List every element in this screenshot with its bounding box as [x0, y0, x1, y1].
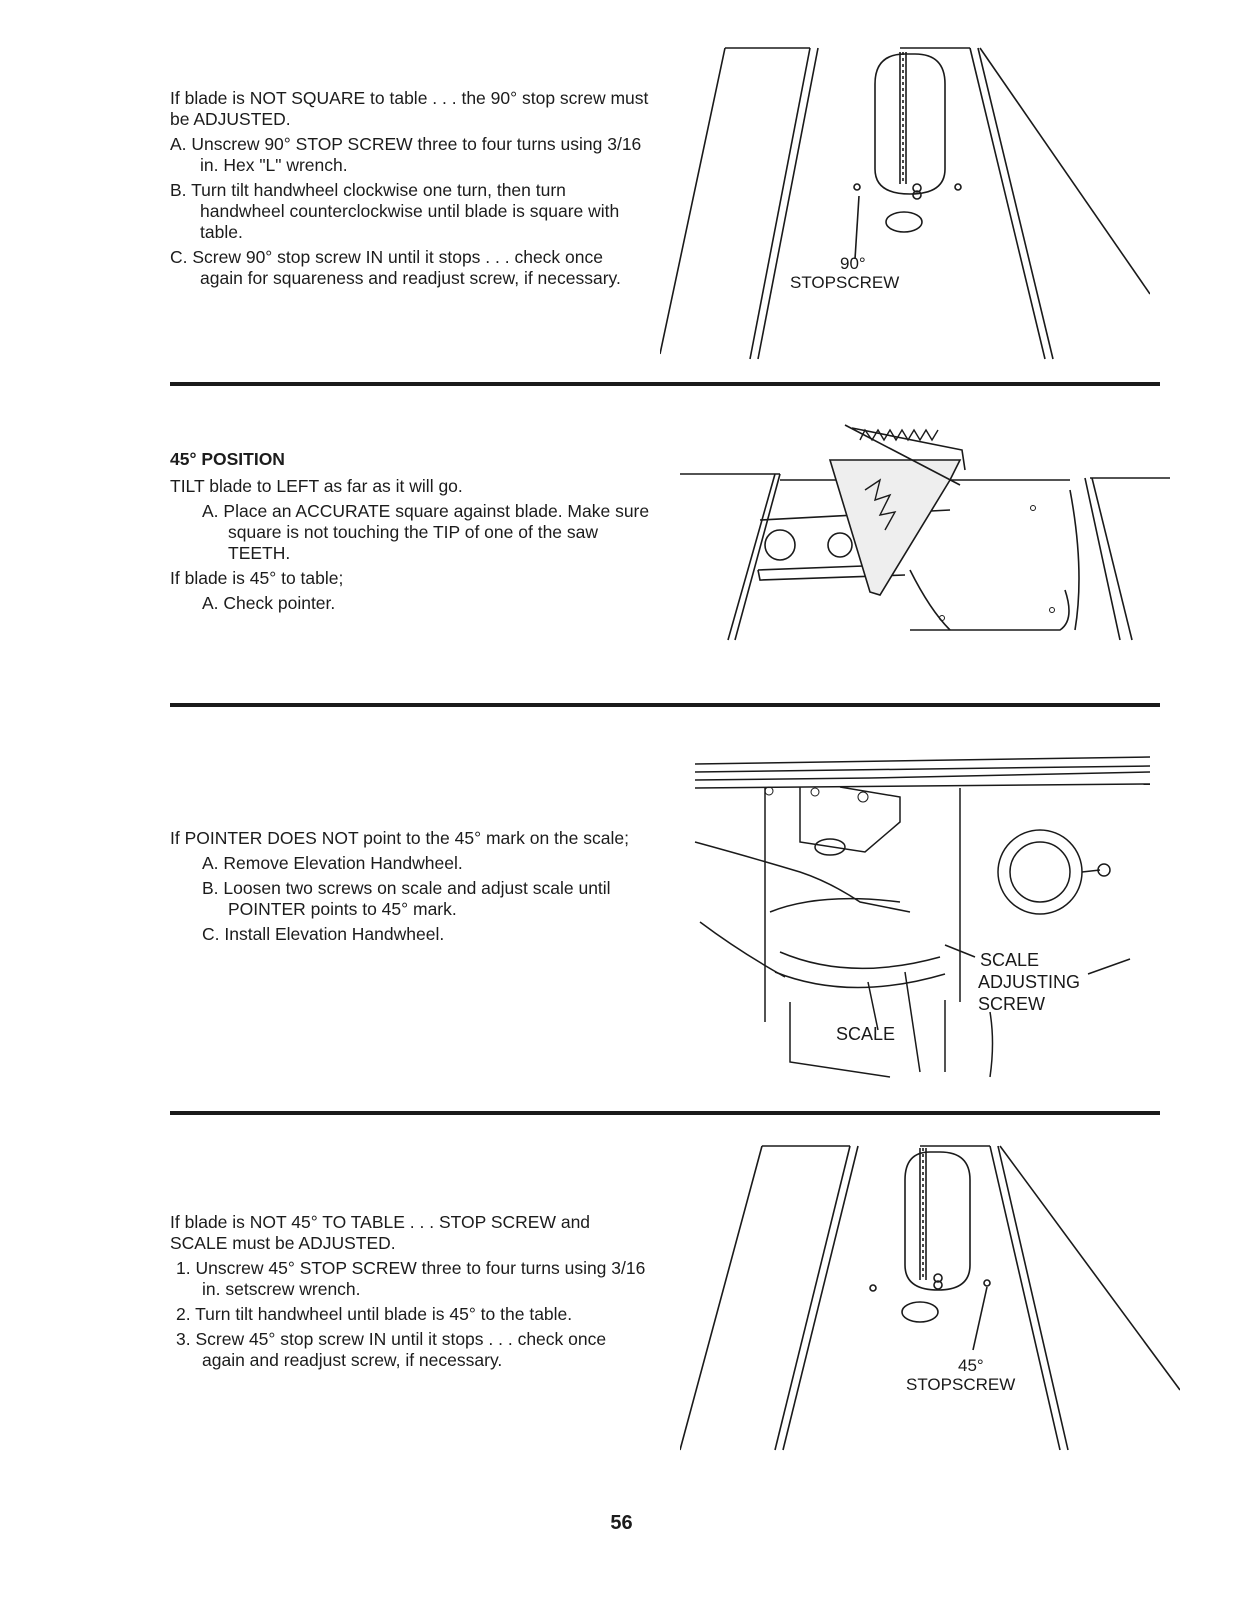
section-45-stopscrew-step-2: 2. Turn tilt handwheel until blade is 45° to the table. [176, 1304, 573, 1324]
section-45-condition: If blade is 45° to table; [170, 568, 344, 588]
figure-45-label-stopscrew: STOPSCREW [906, 1375, 1016, 1394]
section-45-stopscrew-step-1: 1. Unscrew 45° STOP SCREW three to four turns using 3/16 in. setscrew wrench. [176, 1258, 646, 1299]
figure-45-stopscrew [680, 1140, 1180, 1455]
section-90-stop-text [170, 88, 650, 293]
figure-scale-adjusting [690, 752, 1160, 1082]
figure-45-label-degree: 45° [958, 1356, 984, 1375]
figure-square-against-blade [680, 420, 1170, 645]
section-45-position-text [170, 449, 650, 618]
figure-90-label-stopscrew: STOPSCREW [790, 273, 900, 292]
figure-scale-adjusting-label-line-3: SCREW [978, 994, 1045, 1014]
section-90-step-a: A. Unscrew 90° STOP SCREW three to four turns using 3/16 in. Hex "L" wrench. [170, 134, 642, 175]
figure-90-stopscrew-drawing [660, 44, 1150, 362]
section-90-step-c: C. Screw 90° stop screw IN until it stops . . . check once again for squareness and readjust screw, if necessary. [170, 247, 621, 288]
figure-scale-adjusting-label-line-2: ADJUSTING [978, 972, 1081, 992]
section-pointer-intro: If POINTER DOES NOT point to the 45° mark on the scale; [170, 828, 629, 848]
section-45-stopscrew-intro: If blade is NOT 45° TO TABLE . . . STOP SCREW and SCALE must be ADJUSTED. [170, 1212, 591, 1253]
figure-square-drawing [680, 420, 1170, 645]
page-number: 56 [610, 1512, 633, 1534]
section-pointer-text [170, 828, 650, 949]
section-divider-1 [170, 382, 1160, 386]
section-45-stopscrew-step-3: 3. Screw 45° stop screw IN until it stops . . . check once again and readjust screw, if necessary. [176, 1329, 607, 1370]
section-45-step-a: A. Place an ACCURATE square against blade. Make sure square is not touching the TIP of one of the saw TEETH. [202, 501, 650, 563]
section-45-stopscrew-text [170, 1212, 650, 1375]
section-45-step-check: A. Check pointer. [202, 593, 336, 613]
figure-90-label-degree: 90° [840, 254, 866, 273]
figure-90-stopscrew [660, 44, 1150, 362]
section-pointer-step-a: A. Remove Elevation Handwheel. [202, 853, 463, 873]
section-divider-2 [170, 703, 1160, 707]
section-pointer-step-c: C. Install Elevation Handwheel. [202, 924, 445, 944]
figure-scale-label: SCALE [836, 1024, 896, 1044]
section-45-intro: TILT blade to LEFT as far as it will go. [170, 476, 463, 496]
figure-scale-drawing [690, 752, 1160, 1082]
section-divider-3 [170, 1111, 1160, 1115]
section-90-step-b: B. Turn tilt handwheel clockwise one turn, then turn handwheel counterclockwise until blade is square with table. [170, 180, 620, 242]
figure-45-stopscrew-drawing [680, 1140, 1180, 1455]
section-45-heading: 45° POSITION [170, 449, 285, 469]
section-90-intro: If blade is NOT SQUARE to table . . . the 90° stop screw must be ADJUSTED. [170, 88, 649, 129]
figure-scale-adjusting-label-line-1: SCALE [980, 950, 1040, 970]
section-pointer-step-b: B. Loosen two screws on scale and adjust scale until POINTER points to 45° mark. [202, 878, 611, 919]
